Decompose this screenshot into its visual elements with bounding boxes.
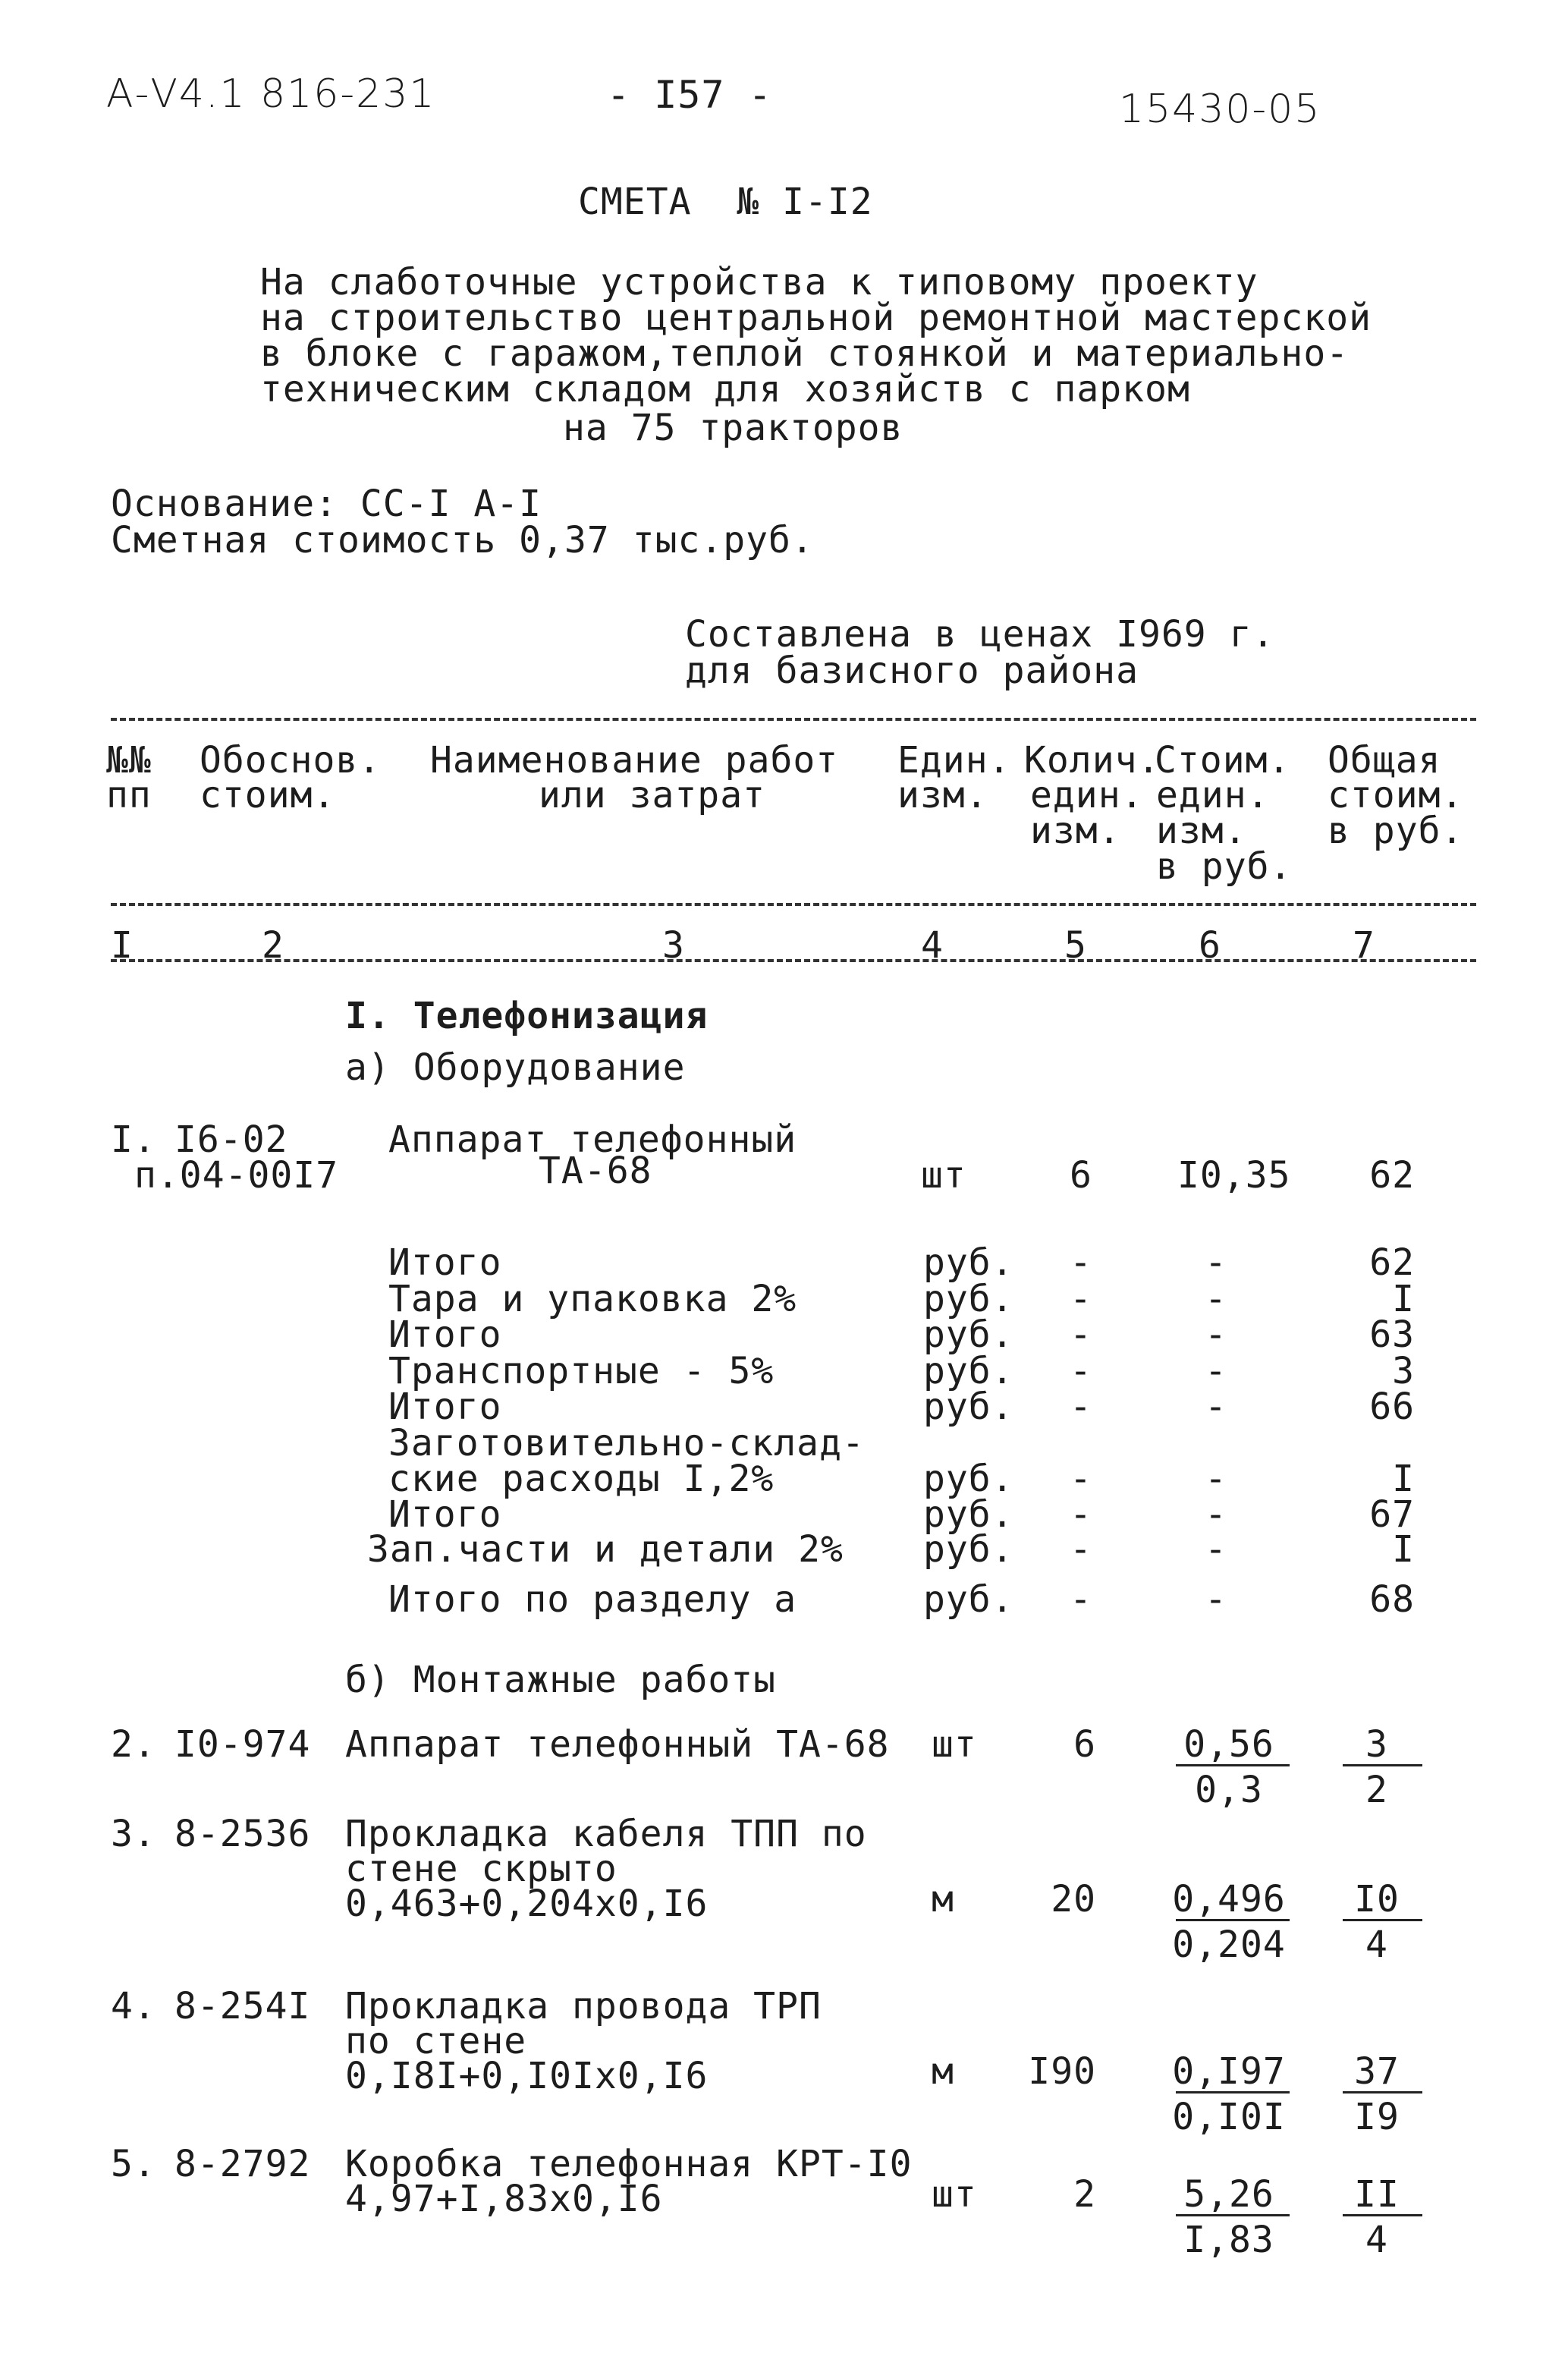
subtitle-line-4: техническим складом для хозяйств с парком — [260, 368, 1190, 411]
totals-row-0-name: Итого — [388, 1241, 502, 1284]
prices-line-2: для базисного района — [685, 650, 1139, 692]
item5-total-top: II — [1354, 2173, 1400, 2216]
document-number: 15430-05 — [1119, 87, 1321, 132]
item1-name-2: ТА-68 — [539, 1150, 652, 1192]
item3-price-top: 0,496 — [1172, 1878, 1286, 1920]
col-header-total-3: в руб. — [1328, 810, 1464, 852]
totals-row-6-name: ские расходы I,2% — [388, 1458, 775, 1500]
item3-total-fraction-line — [1343, 1919, 1422, 1921]
item1-total: 62 — [1369, 1154, 1415, 1197]
totals-row-8-total: I — [1392, 1528, 1415, 1571]
col-header-num-1: №№ — [106, 739, 152, 782]
col-header-qty-1: Колич. — [1024, 739, 1161, 782]
totals-row-7-name: Итого — [388, 1493, 502, 1536]
item5-qty: 2 — [1073, 2173, 1096, 2216]
totals-row-1-unit: руб. — [923, 1278, 1014, 1320]
item4-price-fraction-line — [1176, 2091, 1290, 2093]
col-header-num-2: пп — [106, 774, 152, 816]
totals-row-1-total: I — [1392, 1278, 1415, 1320]
totals-row-0-price: - — [1205, 1241, 1227, 1284]
subsection-a-heading: а) Оборудование — [345, 1046, 686, 1089]
colnum-5: 5 — [1064, 924, 1087, 967]
basis-text: Основание: СС-I А-I — [111, 483, 542, 525]
totals-row-2-unit: руб. — [923, 1313, 1014, 1356]
item3-name-0: Прокладка кабеля ТПП по — [345, 1813, 867, 1855]
item5-price-fraction-line — [1176, 2214, 1290, 2216]
col-header-name-2: или затрат — [539, 774, 765, 816]
item4-qty: I90 — [1028, 2050, 1096, 2093]
colnum-2: 2 — [262, 924, 284, 967]
col-header-qty-3: изм. — [1030, 810, 1121, 852]
totals-row-5-name: Заготовительно-склад- — [388, 1422, 865, 1464]
totals-row-9-name: Итого по разделу а — [388, 1578, 797, 1621]
item3-unit: м — [932, 1878, 954, 1920]
totals-row-9-qty: - — [1070, 1578, 1092, 1621]
totals-row-7-unit: руб. — [923, 1493, 1014, 1536]
item1-unit: шт — [921, 1154, 966, 1197]
item4-name-1: по стене — [345, 2020, 527, 2062]
item3-total-bottom: 4 — [1365, 1924, 1388, 1966]
totals-row-7-qty: - — [1070, 1493, 1092, 1536]
totals-row-6-total: I — [1392, 1458, 1415, 1500]
totals-row-3-qty: - — [1070, 1350, 1092, 1392]
item5-price-top: 5,26 — [1183, 2173, 1274, 2216]
item3-total-top: I0 — [1354, 1878, 1400, 1920]
item2-unit: шт — [932, 1723, 977, 1766]
colnum-6: 6 — [1199, 924, 1221, 967]
item2-total-bottom: 2 — [1365, 1769, 1388, 1811]
totals-row-2-name: Итого — [388, 1313, 502, 1356]
item1-name-1: Аппарат телефонный — [388, 1118, 797, 1161]
item5-price-bottom: I,83 — [1183, 2219, 1274, 2261]
item2-qty: 6 — [1073, 1723, 1096, 1766]
item3-code: 8-2536 — [174, 1813, 311, 1855]
item2-total-top: 3 — [1365, 1723, 1388, 1766]
col-header-price-1: Стоим. — [1155, 739, 1291, 782]
item4-price-top: 0,I97 — [1172, 2050, 1286, 2093]
prices-line-1: Составлена в ценах I969 г. — [685, 613, 1275, 656]
estimated-cost: Сметная стоимость 0,37 тыс.руб. — [111, 519, 814, 562]
item5-name-1: 4,97+I,83x0,I6 — [345, 2178, 663, 2220]
colnum-3: 3 — [662, 924, 685, 967]
totals-row-7-total: 67 — [1369, 1493, 1415, 1536]
section-heading: I. Телефонизация — [345, 995, 709, 1037]
item4-total-top: 37 — [1354, 2050, 1400, 2093]
header-bottom-rule — [111, 903, 1476, 906]
item4-name-0: Прокладка провода ТРП — [345, 1985, 822, 2027]
col-header-basis-2: стоим. — [200, 774, 336, 816]
totals-row-9-price: - — [1205, 1578, 1227, 1621]
totals-row-0-total: 62 — [1369, 1241, 1415, 1284]
item3-name-1: стене скрыто — [345, 1848, 617, 1890]
item2-name-0: Аппарат телефонный ТА-68 — [345, 1723, 890, 1766]
item4-total-fraction-line — [1343, 2091, 1422, 2093]
item4-price-bottom: 0,I0I — [1172, 2096, 1286, 2138]
col-header-price-2: един. — [1156, 774, 1270, 816]
totals-row-3-name: Транспортные - 5% — [388, 1350, 775, 1392]
totals-row-7-price: - — [1205, 1493, 1227, 1536]
totals-row-6-unit: руб. — [923, 1458, 1014, 1500]
item2-price-fraction-line — [1176, 1764, 1290, 1766]
col-header-unit-1: Един. — [897, 739, 1011, 782]
totals-row-3-unit: руб. — [923, 1350, 1014, 1392]
totals-row-6-price: - — [1205, 1458, 1227, 1500]
subtitle-line-5: на 75 тракторов — [563, 407, 903, 449]
item1-qty: 6 — [1070, 1154, 1092, 1197]
col-header-basis-1: Обоснов. — [200, 739, 382, 782]
item1-num: I. — [111, 1118, 156, 1161]
totals-row-4-qty: - — [1070, 1386, 1092, 1428]
item4-code: 8-254I — [174, 1985, 311, 2027]
col-header-qty-2: един. — [1030, 774, 1144, 816]
col-header-name-1: Наименование работ — [430, 739, 839, 782]
col-header-unit-2: изм. — [897, 774, 988, 816]
item5-total-bottom: 4 — [1365, 2219, 1388, 2261]
item3-qty: 20 — [1051, 1878, 1096, 1920]
item1-code-1: I6-02 — [174, 1118, 288, 1161]
totals-row-8-unit: руб. — [923, 1528, 1014, 1571]
subtitle-line-1: На слаботочные устройства к типовому проекту — [260, 261, 1258, 304]
totals-row-1-qty: - — [1070, 1278, 1092, 1320]
totals-row-6-qty: - — [1070, 1458, 1092, 1500]
item4-num: 4. — [111, 1985, 156, 2027]
item4-unit: м — [932, 2050, 954, 2093]
totals-row-1-price: - — [1205, 1278, 1227, 1320]
item2-price-bottom: 0,3 — [1195, 1769, 1263, 1811]
totals-row-0-unit: руб. — [923, 1241, 1014, 1284]
item5-code: 8-2792 — [174, 2143, 311, 2185]
colnum-rule — [111, 959, 1476, 962]
item2-num: 2. — [111, 1723, 156, 1766]
col-header-price-4: в руб. — [1156, 845, 1293, 888]
totals-row-4-name: Итого — [388, 1386, 502, 1428]
item5-name-0: Коробка телефонная КРТ-I0 — [345, 2143, 913, 2185]
totals-row-3-total: 3 — [1392, 1350, 1415, 1392]
item2-price-top: 0,56 — [1183, 1723, 1274, 1766]
colnum-1: I — [111, 924, 134, 967]
totals-row-4-price: - — [1205, 1386, 1227, 1428]
totals-row-2-total: 63 — [1369, 1313, 1415, 1356]
col-header-total-2: стоим. — [1328, 774, 1464, 816]
totals-row-8-qty: - — [1070, 1528, 1092, 1571]
item2-total-fraction-line — [1343, 1764, 1422, 1766]
subtitle-line-3: в блоке с гаражом,теплой стоянкой и материально- — [260, 332, 1350, 375]
totals-row-1-name: Тара и упаковка 2% — [388, 1278, 797, 1320]
col-header-price-3: изм. — [1156, 810, 1247, 852]
totals-row-8-name: Зап.части и детали 2% — [367, 1528, 844, 1571]
item3-price-fraction-line — [1176, 1919, 1290, 1921]
page-number: - I57 - — [607, 73, 772, 117]
totals-row-4-unit: руб. — [923, 1386, 1014, 1428]
item1-price: I0,35 — [1177, 1154, 1291, 1197]
totals-row-0-qty: - — [1070, 1241, 1092, 1284]
item4-name-2: 0,I8I+0,I0Ix0,I6 — [345, 2055, 709, 2097]
totals-row-9-unit: руб. — [923, 1578, 1014, 1621]
item4-total-bottom: I9 — [1354, 2096, 1400, 2138]
totals-row-4-total: 66 — [1369, 1386, 1415, 1428]
totals-row-9-total: 68 — [1369, 1578, 1415, 1621]
table-top-rule — [111, 718, 1476, 721]
colnum-4: 4 — [921, 924, 944, 967]
document-code: А-V4.1 816-231 — [106, 71, 436, 117]
totals-row-8-price: - — [1205, 1528, 1227, 1571]
item5-total-fraction-line — [1343, 2214, 1422, 2216]
col-header-total-1: Общая — [1328, 739, 1441, 782]
totals-row-3-price: - — [1205, 1350, 1227, 1392]
item5-unit: шт — [932, 2173, 977, 2216]
totals-row-2-qty: - — [1070, 1313, 1092, 1356]
item3-num: 3. — [111, 1813, 156, 1855]
item3-price-bottom: 0,204 — [1172, 1924, 1286, 1966]
estimate-title: СМЕТА № I-I2 — [578, 181, 873, 223]
subtitle-line-2: на строительство центральной ремонтной мастерской — [260, 297, 1372, 339]
item5-num: 5. — [111, 2143, 156, 2185]
colnum-7: 7 — [1353, 924, 1375, 967]
totals-row-2-price: - — [1205, 1313, 1227, 1356]
item3-name-2: 0,463+0,204x0,I6 — [345, 1883, 709, 1925]
item1-code-2: п.04-00I7 — [134, 1154, 339, 1197]
item2-code: I0-974 — [174, 1723, 311, 1766]
subsection-b-heading: б) Монтажные работы — [345, 1659, 777, 1701]
